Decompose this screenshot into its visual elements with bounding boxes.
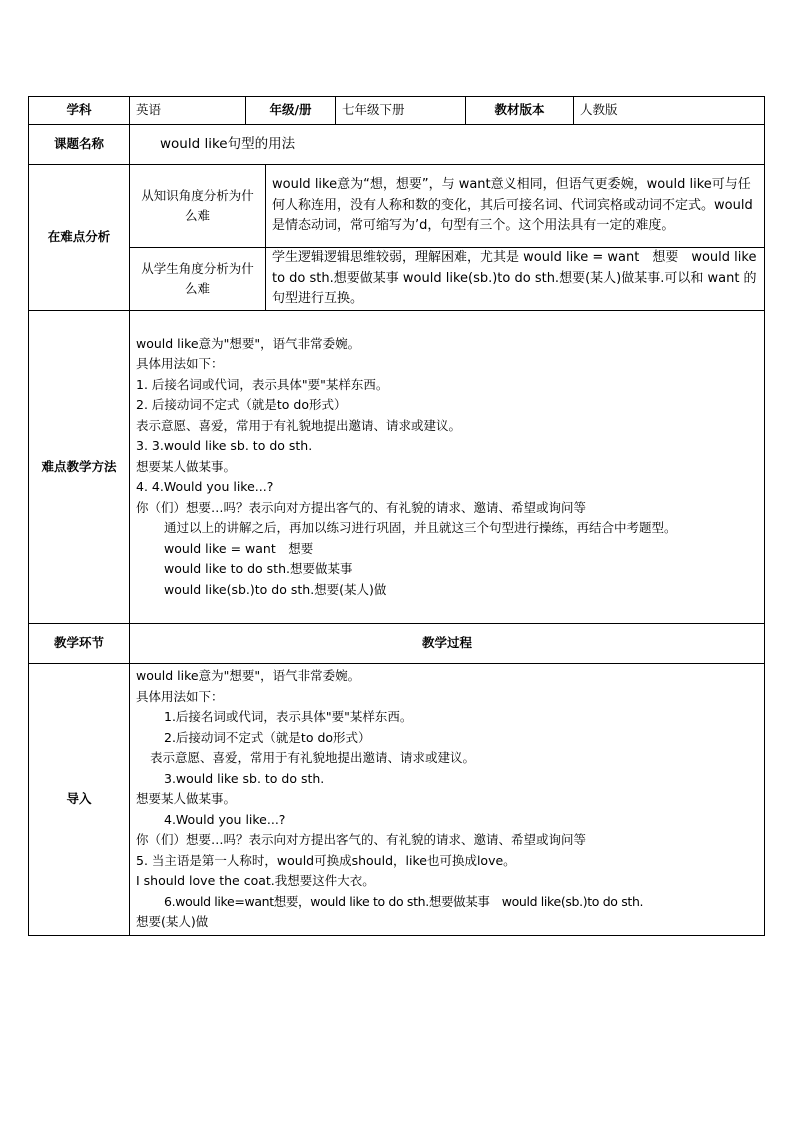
- knowledge-label: 从知识角度分析为什么难: [130, 165, 266, 248]
- lesson-plan-table: [28, 96, 765, 936]
- topic-label: 课题名称: [29, 125, 130, 165]
- intro-content: [130, 664, 765, 936]
- intro-line: 6.would like=want想要，would like to do sth.想要做某事 would like(sb.)to do sth.: [164, 893, 644, 909]
- intro-line: 4.Would you like...?: [164, 811, 286, 827]
- method-line: 想要某人做某事。: [136, 458, 237, 474]
- method-line: would like意为"想要"，语气非常委婉。: [136, 335, 361, 351]
- method-label: 难点教学方法: [29, 311, 130, 624]
- topic-value: would like句型的用法: [130, 125, 765, 165]
- student-label: 从学生角度分析为什么难: [130, 248, 266, 311]
- grade-label: 年级/册: [246, 97, 336, 125]
- intro-label: 导入: [29, 664, 130, 936]
- difficulty-label: 在难点分析: [29, 165, 130, 311]
- intro-line: 3.would like sb. to do sth.: [164, 770, 325, 786]
- method-line: 表示意愿、喜爱，常用于有礼貌地提出邀请、请求或建议。: [136, 417, 462, 433]
- intro-line: 你（们）想要…吗？表示向对方提出客气的、有礼貌的请求、邀请、希望或询问等: [136, 832, 587, 848]
- subject-value: 英语: [130, 97, 246, 125]
- intro-line: 5. 当主语是第一人称时，would可换成should，like也可换成love。: [136, 852, 516, 868]
- header-row: [29, 97, 765, 125]
- student-text: 学生逻辑逻辑思维较弱，理解困难，尤其是 would like = want 想要 would like to do sth.想要做某事 would like(sb.)to do sth.想要(某人)做某事.可以和 want 的句型进行互换。: [266, 248, 765, 311]
- subject-label: 学科: [29, 97, 130, 125]
- edition-label: 教材版本: [466, 97, 574, 125]
- difficulty-student-row: [29, 248, 765, 311]
- grade-value: 七年级下册: [336, 97, 466, 125]
- knowledge-text: would like意为“想，想要”，与 want意义相同，但语气更委婉，would like可与任何人称连用，没有人称和数的变化，其后可接名词、代词宾格或动词不定式。would是情态动词，常可缩写为’d，句型有三个。这个用法具有一定的难度。: [266, 165, 765, 248]
- method-line: 4. 4.Would you like...?: [136, 479, 274, 495]
- intro-line: 表示意愿、喜爱，常用于有礼貌地提出邀请、请求或建议。: [150, 750, 476, 766]
- method-content: [130, 311, 765, 624]
- intro-line: 1.后接名词或代词，表示具体"要"某样东西。: [164, 709, 413, 725]
- method-line: would like(sb.)to do sth.想要(某人)做: [164, 581, 387, 597]
- method-line: 2. 后接动词不定式（就是to do形式）: [136, 397, 347, 413]
- intro-line: 想要(某人)做: [136, 914, 209, 930]
- method-row: [29, 311, 765, 624]
- method-line: 具体用法如下：: [136, 356, 224, 372]
- method-line: 3. 3.would like sb. to do sth.: [136, 438, 313, 454]
- difficulty-knowledge-row: [29, 165, 765, 248]
- method-line: 你（们）想要…吗？表示向对方提出客气的、有礼貌的请求、邀请、希望或询问等: [136, 499, 587, 515]
- process-header-row: [29, 624, 765, 664]
- intro-line: 2.后接动词不定式（就是to do形式）: [164, 729, 371, 745]
- intro-line: 想要某人做某事。: [136, 791, 237, 807]
- intro-line: would like意为"想要"，语气非常委婉。: [136, 668, 361, 684]
- process-label: 教学过程: [130, 624, 765, 664]
- method-line: 1. 后接名词或代词，表示具体"要"某样东西。: [136, 376, 389, 392]
- step-label: 教学环节: [29, 624, 130, 664]
- intro-line: I should love the coat.我想要这件大衣。: [136, 873, 375, 889]
- intro-row: [29, 664, 765, 936]
- method-line: would like = want 想要: [164, 540, 314, 556]
- method-line: 通过以上的讲解之后，再加以练习进行巩固，并且就这三个句型进行操练，再结合中考题型。: [164, 520, 677, 536]
- method-line: would like to do sth.想要做某事: [164, 561, 353, 577]
- intro-line: 具体用法如下：: [136, 688, 224, 704]
- topic-row: [29, 125, 765, 165]
- edition-value: 人教版: [574, 97, 765, 125]
